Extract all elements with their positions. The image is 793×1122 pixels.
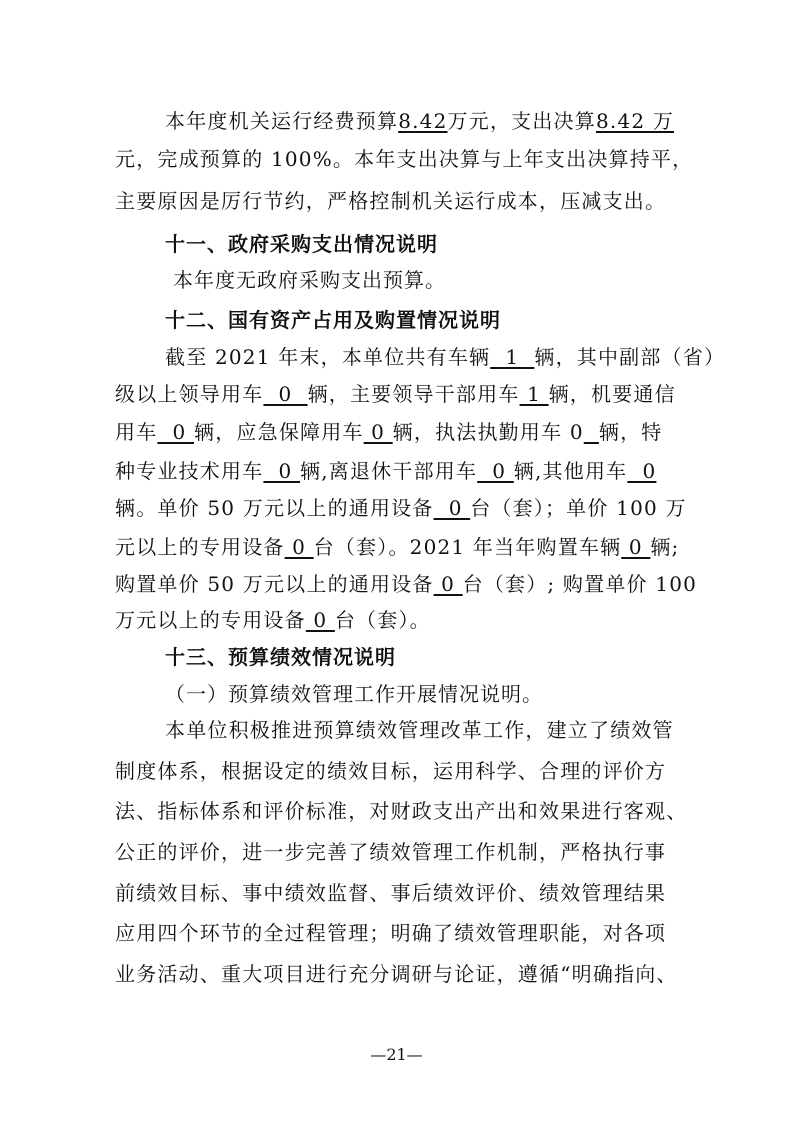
paragraph-line: 元，完成预算的 100%。本年支出决算与上年支出决算持平， [115,147,694,171]
text-run: 级以上领导用车 [115,382,264,406]
paragraph-line: 业务活动、重大项目进行充分调研与论证，遵循“明确指向、 [115,962,678,986]
paragraph-line: 制度体系，根据设定的绩效目标，运用科学、合理的评价方 [115,759,667,783]
text-run: 万元以上的专用设备 [115,608,306,632]
vehicle-count: 0 [263,382,308,406]
paragraph-line [115,418,680,446]
text-run: 辆; [650,535,680,559]
text-run: 元以上的专用设备 [115,535,285,559]
paragraph-line [165,107,685,135]
paragraph-line: 公正的评价，进一步完善了绩效管理工作机制，严格执行事 [115,840,667,864]
paragraph-line [115,533,680,561]
vehicle-count: 0 [621,535,651,559]
equipment-count: 0 [284,535,314,559]
subsection-heading: （一）预算绩效管理工作开展情况说明。 [165,682,543,706]
section-heading: 十二、国有资产占用及购置情况说明 [165,308,501,332]
equipment-count: 0 [433,496,471,520]
paragraph-line [115,457,680,485]
paragraph-line: 法、指标体系和评价标准，对财政支出产出和效果进行客观、 [115,799,688,823]
text-run: 台（套）。 [334,608,431,632]
equipment-count: 0 [433,572,463,596]
paragraph-line [115,606,680,634]
text-run: 台（套）。2021 年当年购置车辆 [313,535,622,559]
text-run: 本年度机关运行经费预算 [165,109,399,133]
text-run: 台（套）; 购置单价 100 [462,572,698,596]
section-heading: 十一、政府采购支出情况说明 [165,232,438,256]
section-heading: 十三、预算绩效情况说明 [165,645,396,669]
text-run: 用车 [115,420,158,444]
text-run: 台（套）；单价 100 万 [470,496,687,520]
text-run: 购置单价 50 万元以上的通用设备 [115,572,434,596]
text-run: 辆，应急保障用车 [194,420,364,444]
equipment-count: 0 [305,608,335,632]
text-run: 万元，支出决算 [447,109,596,133]
text-run: 辆，特 [598,420,663,444]
text-run: 种专业技术用车 [115,459,264,483]
budget-value: 8.42 [398,109,448,133]
text-run: 辆，主要领导干部用车 [307,382,520,406]
vehicle-count: 0 [477,459,514,483]
paragraph-line [115,570,698,598]
text-run: 辆，其中副部（省） [534,345,726,369]
paragraph-line [115,494,687,522]
paragraph-line [115,380,680,408]
paragraph-line: 前绩效目标、事中绩效监督、事后绩效评价、绩效管理结果 [115,881,667,905]
vehicle-count: 0 [363,420,393,444]
vehicle-count: 0 [627,459,657,483]
paragraph-line [165,343,726,371]
vehicle-count: 1 [490,345,535,369]
text-run: 辆，机要通信 [548,382,676,406]
paragraph-line: 本年度无政府采购支出预算。 [173,268,446,292]
vehicle-count [584,420,599,444]
paragraph-line: 本单位积极推进预算绩效管理改革工作，建立了绩效管 [165,718,674,742]
text-run: 辆,其他用车 [513,459,628,483]
text-run: 辆,离退休干部用车 [300,459,478,483]
text-run: 截至 2021 年末，本单位共有车辆 [165,345,491,369]
vehicle-count: 1 [519,382,549,406]
text-run: 辆，执法执勤用车 0 [392,420,584,444]
actual-value: 8.42 万 [595,109,675,133]
paragraph-line: 主要原因是厉行节约，严格控制机关运行成本，压减支出。 [115,189,667,213]
vehicle-count: 0 [157,420,195,444]
paragraph-line: 应用四个环节的全过程管理；明确了绩效管理职能，对各项 [115,921,667,945]
vehicle-count: 0 [263,459,301,483]
text-run: 辆。单价 50 万元以上的通用设备 [115,496,434,520]
page-number: —21— [370,1045,423,1064]
